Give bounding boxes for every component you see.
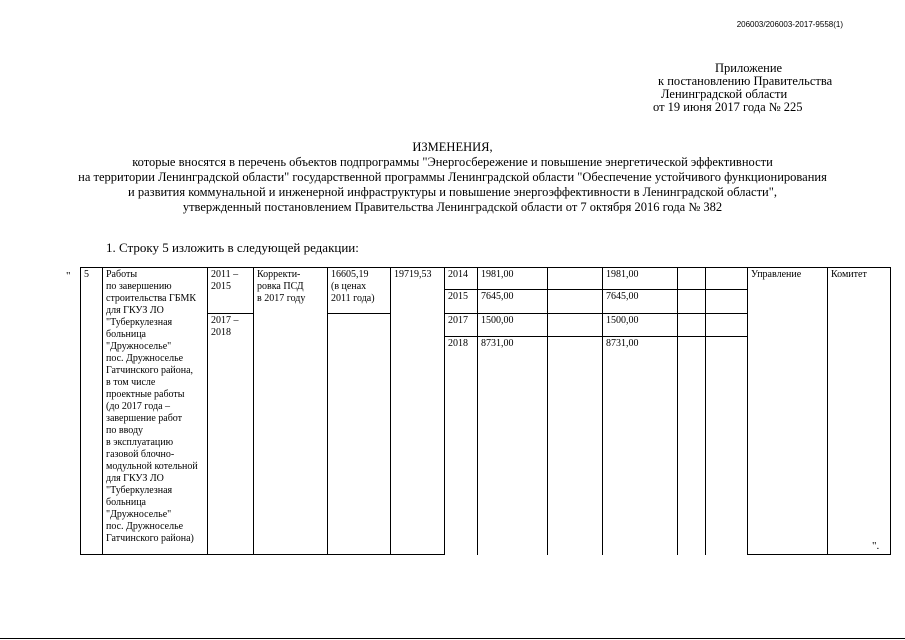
opening-quote: " [66,270,71,282]
regional-cell: 8731,00 [603,337,678,555]
amount-cell: 1500,00 [478,314,548,337]
amount-cell: 1981,00 [478,268,548,290]
appendix-line: Приложение [715,61,783,75]
customer-cell: Управление [748,268,828,555]
appendix-line: от 19 июня 2017 года № 225 [653,100,803,114]
period-cell: 2011 – 2015 [208,268,254,314]
empty-cell [678,337,706,555]
total-cell: 19719,53 [391,268,445,555]
empty-cell [678,268,706,290]
intro-text: 1. Строку 5 изложить в следующей редакции: [106,240,359,255]
empty-cell [548,290,603,314]
document-title [0,140,905,215]
empty-cell [706,337,748,555]
empty-cell [548,268,603,290]
empty-cell [706,290,748,314]
title-line: которые вносятся в перечень объектов подпрограммы "Энергосбережение и повышение энергетической эффективности [132,155,773,169]
year-cell: 2017 [445,314,478,337]
year-cell: 2018 [445,337,478,555]
year-cell: 2015 [445,290,478,314]
period-cell: 2017 – 2018 [208,314,254,555]
empty-cell [678,314,706,337]
regional-cell: 1981,00 [603,268,678,290]
regional-cell: 7645,00 [603,290,678,314]
appendix-line: Ленинградской области [661,87,788,101]
empty-cell [548,337,603,555]
regional-cell: 1500,00 [603,314,678,337]
empty-cell [548,314,603,337]
empty-cell [328,314,391,555]
closing-quote: ". [872,540,880,552]
title-heading: ИЗМЕНЕНИЯ, [412,140,493,154]
empty-cell [706,268,748,290]
title-line: на территории Ленинградской области" государственной программы Ленинградской области "Обеспечение устойчивого функционирования [78,170,827,184]
empty-cell [678,290,706,314]
amount-cell: 8731,00 [478,337,548,555]
empty-cell [706,314,748,337]
appendix-line: к постановлению Правительства [658,74,833,88]
note-cell: Корректи- ровка ПСД в 2017 году [254,268,328,555]
row-number: 5 [81,268,103,555]
year-cell: 2014 [445,268,478,290]
title-line: утвержденный постановлением Правительства Ленинградской области от 7 октября 2016 года № 382 [182,200,723,214]
contractor-cell: Комитет [828,268,891,555]
cost-cell: 16605,19 (в ценах 2011 года) [328,268,391,314]
title-line: и развития коммунальной и инженерной инфраструктуры и повышение энергоэффективности в Ленинградской области", [128,185,777,199]
objects-table [80,267,891,555]
works-description: Работы по завершению строительства ГБМК для ГКУЗ ЛО "Туберкулезная больница "Дружноселье" пос. Дружноселье Гатчинского района, в том числе проектные работы (до 2017 года – завершение работ по вводу в эксплуатацию газовой блочно- модульной котельной для ГКУЗ ЛО "Туберкулезная больница "Дружноселье" пос. Дружноселье Гатчинского района) [103,268,208,555]
table-row [81,268,891,290]
document-id: 206003/206003-2017-9558(1) [736,20,843,29]
appendix-block [653,62,832,114]
amount-cell: 7645,00 [478,290,548,314]
page-bottom-border [0,638,905,639]
